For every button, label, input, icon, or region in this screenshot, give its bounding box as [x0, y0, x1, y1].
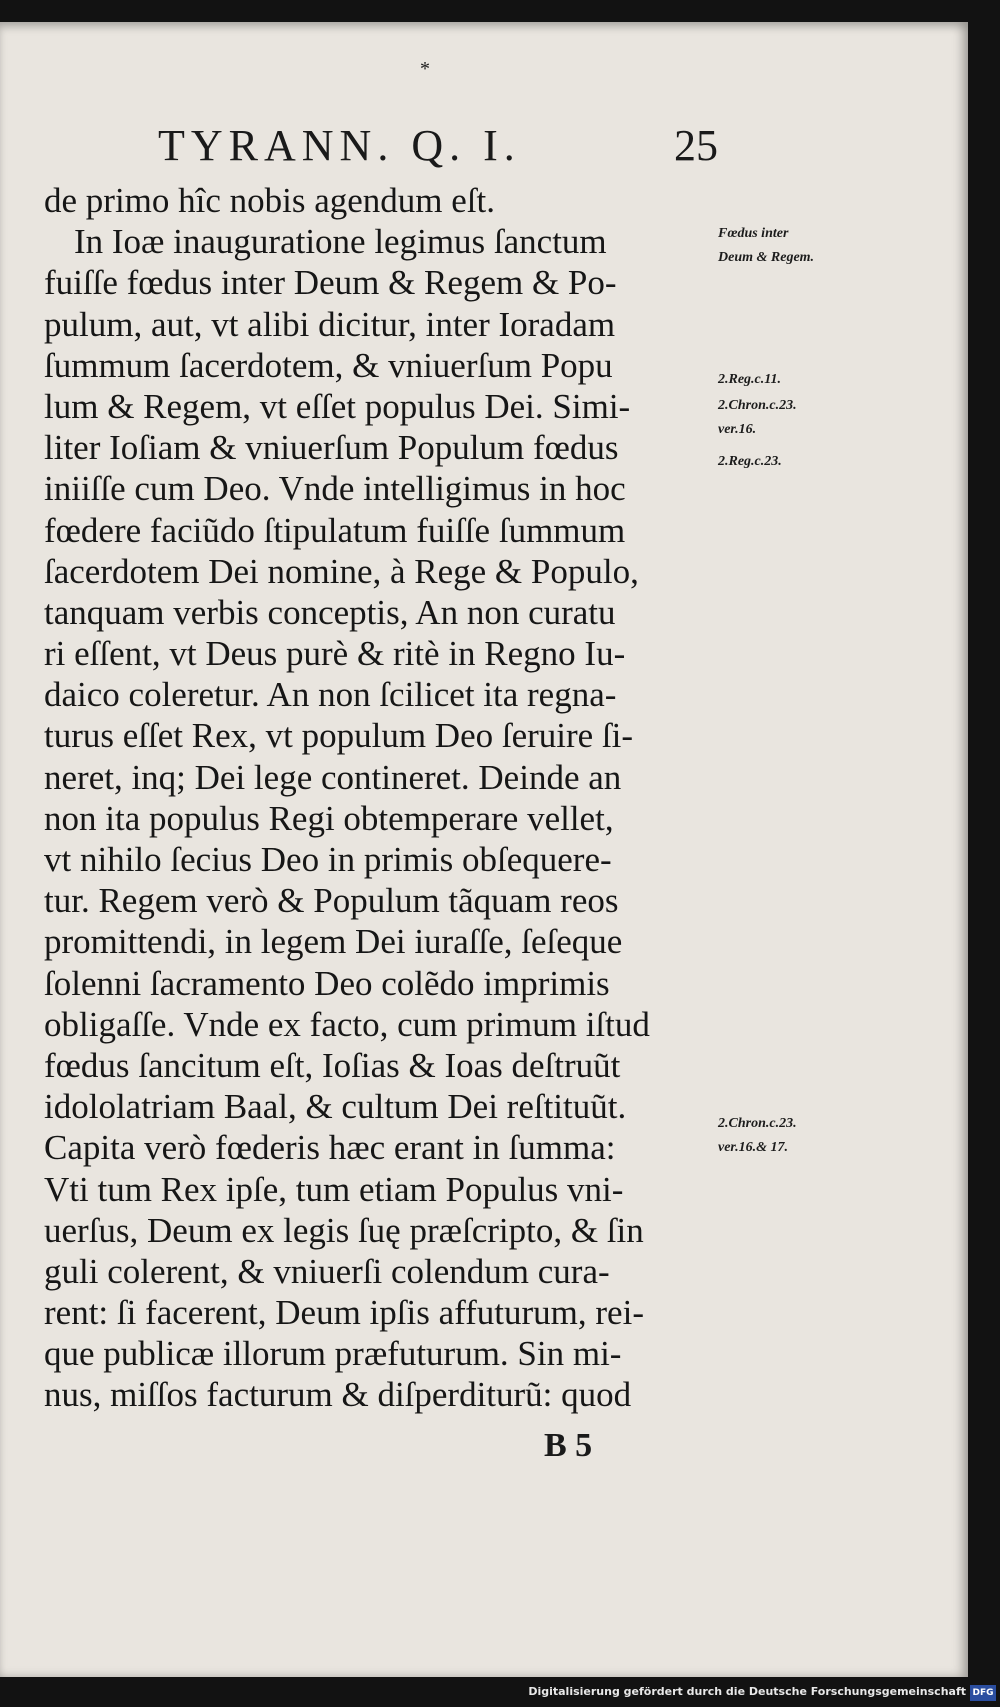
text-line: rent: ſi facerent, Deum ipſis affuturum, rei- [44, 1293, 644, 1333]
body-text [44, 180, 720, 1416]
signature-mark: B 5 [544, 1427, 593, 1464]
margin-note [718, 450, 898, 474]
text-line: fœdus ſancitum eſt, Ioſias & Ioas deſtruũt [44, 1045, 621, 1085]
text-line: fuiſſe fœdus inter Deum & Regem & Po- [44, 263, 617, 303]
text-line: idololatriam Baal, & cultum Dei reſtituũt. [44, 1087, 627, 1127]
text-line: Capita verò fœderis hæc erant in ſumma: [44, 1128, 616, 1168]
text-line: obligaſſe. Vnde ex facto, cum primum iſtud [44, 1004, 650, 1044]
running-head: TYRANN. Q. I. [158, 121, 521, 170]
text-line: uerſus, Deum ex legis ſuę præſcripto, & ſin [44, 1210, 644, 1250]
text-line: liter Ioſiam & vniuerſum Populum fœdus [44, 428, 619, 468]
margin-note-line: 2.Chron.c.23. [718, 398, 797, 413]
text-line: guli colerent, & vniuerſi colendum cura- [44, 1251, 610, 1291]
margin-note [718, 368, 898, 392]
margin-note-line: 2.Reg.c.11. [718, 372, 781, 387]
text-line: lum & Regem, vt eſſet populus Dei. Simi- [44, 386, 631, 426]
text-line: nus, miſſos facturum & diſperditurũ: quod [44, 1375, 632, 1415]
document-page [0, 22, 968, 1677]
dfg-logo-icon: DFG [970, 1685, 996, 1701]
text-line: tur. Regem verò & Populum tãquam reos [44, 881, 619, 921]
text-line: pulum, aut, vt alibi dicitur, inter Ioradam [44, 304, 616, 344]
text-line: turus eſſet Rex, vt populum Deo ſeruire ſi- [44, 716, 634, 756]
text-line: Vti tum Rex ipſe, tum etiam Populus vni- [44, 1169, 624, 1209]
text-line: de primo hîc nobis agendum eſt. [44, 181, 496, 220]
footer-bar [0, 1681, 1000, 1707]
margin-note-line: Fœdus inter [718, 226, 789, 241]
text-line: ſolenni ſacramento Deo colẽdo imprimis [44, 963, 610, 1003]
page-header [158, 120, 718, 180]
margin-note [718, 1112, 898, 1160]
margin-note-line: Deum & Regem. [718, 250, 815, 265]
text-line: promittendi, in legem Dei iuraſſe, ſeſeque [44, 922, 623, 962]
margin-note-line: ver.16. [718, 422, 757, 437]
text-line: In Ioæ inauguratione legimus ſanctum [74, 222, 607, 262]
text-line: daico coleretur. An non ſcilicet ita regna- [44, 675, 617, 715]
text-line: ſummum ſacerdotem, & vniuerſum Popu [44, 345, 613, 385]
text-line: non ita populus Regi obtemperare vellet, [44, 798, 614, 838]
text-line: vt nihilo ſecius Deo in primis obſequere- [44, 840, 612, 879]
margin-note [718, 222, 898, 270]
margin-note-line: ver.16.& 17. [718, 1140, 788, 1155]
top-mark: * [420, 58, 430, 80]
text-line: tanquam verbis conceptis, An non curatu [44, 592, 616, 632]
text-line: ri eſſent, vt Deus purè & ritè in Regno Iu- [44, 634, 626, 674]
footer-credit: Digitalisierung gefördert durch die Deutsche Forschungsgemeinschaft [528, 1685, 966, 1698]
margin-note-line: 2.Reg.c.23. [718, 454, 782, 469]
page-number: 25 [674, 121, 718, 170]
text-line: iniiſſe cum Deo. Vnde intelligimus in hoc [44, 469, 626, 509]
margin-note [718, 394, 898, 442]
text-line: fœdere faciũdo ſtipulatum fuiſſe ſummum [44, 510, 626, 550]
text-line: que publicæ illorum præfuturum. Sin mi- [44, 1334, 622, 1374]
margin-note-line: 2.Chron.c.23. [718, 1116, 797, 1131]
text-line: ſacerdotem Dei nomine, à Rege & Populo, [44, 551, 639, 591]
text-line: neret, inq; Dei lege contineret. Deinde an [44, 757, 622, 797]
